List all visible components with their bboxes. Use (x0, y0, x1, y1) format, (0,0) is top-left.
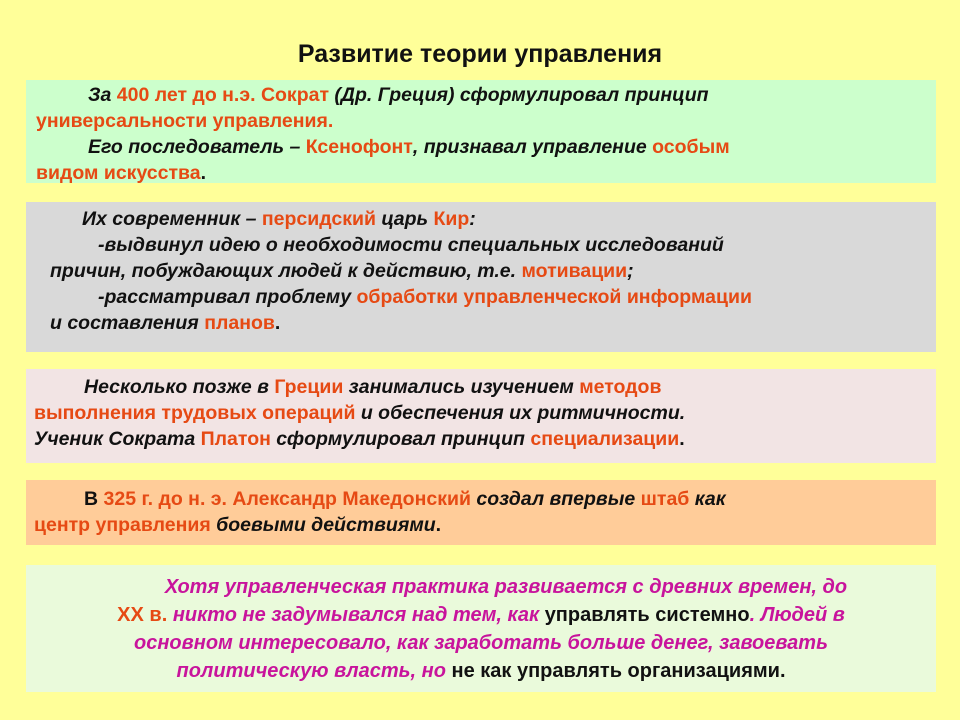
highlight-control-center: центр управления (34, 514, 211, 536)
highlight-socrates: 400 лет до н.э. Сократ (116, 84, 330, 106)
cyrus-block (26, 202, 936, 352)
highlight-art: видом искусства (36, 162, 201, 184)
text-segment: создал впервые (470, 488, 641, 510)
highlight-xenophon: Ксенофонт (305, 136, 413, 158)
text-segment: Его последователь – (88, 136, 306, 158)
alexander-line-1 (34, 486, 936, 512)
text-segment: как (689, 488, 726, 510)
highlight-methods: методов (579, 376, 662, 398)
text-segment: , признавал управление (412, 136, 653, 158)
socrates-block (26, 80, 936, 183)
highlight-specialization: специализации (530, 428, 680, 450)
text-segment: никто не задумывался над тем, как (167, 604, 545, 626)
text-segment: -рассматривал проблему (98, 286, 357, 308)
highlight-20th-century: XX в. (117, 604, 168, 626)
text-segment: Ученик Сократа (34, 428, 201, 450)
text-segment: . (779, 660, 786, 682)
highlight-plato: Платон (200, 428, 271, 450)
highlight-cyrus: Кир (433, 208, 470, 230)
highlight-plans: планов (204, 312, 275, 334)
text-segment: За (88, 84, 117, 106)
text-segment: . (200, 162, 207, 184)
highlight-information: обработки управленческой информации (356, 286, 752, 308)
socrates-line-3 (36, 134, 936, 160)
highlight-motivation: мотивации (521, 260, 628, 282)
plato-line-3 (34, 426, 936, 452)
text-segment: политическую власть, но (176, 660, 452, 682)
highlight-universality: универсальности управления. (36, 110, 334, 132)
socrates-line-4 (36, 160, 936, 186)
highlight-special: особым (652, 136, 730, 158)
text-segment: и составления (50, 312, 205, 334)
highlight-staff: штаб (640, 488, 690, 510)
text-segment: царь (375, 208, 434, 230)
text-segment: ; (627, 260, 634, 282)
text-segment: . (679, 428, 685, 450)
text-segment: . (435, 514, 442, 536)
socrates-line-2 (36, 108, 936, 134)
text-segment: В (84, 488, 104, 510)
text-segment: причин, побуждающих людей к действию, т.е. (50, 260, 522, 282)
plato-line-1 (34, 374, 936, 400)
cyrus-line-1 (50, 206, 936, 232)
text-segment: Их современник – (82, 208, 262, 230)
plato-block (26, 369, 936, 463)
highlight-organizations: не как управлять организациями (451, 660, 780, 682)
page-title: Развитие теории управления (297, 40, 663, 68)
highlight-operations: выполнения трудовых операций (34, 402, 356, 424)
summary-line-1: Хотя управленческая практика развивается с древних времен, до (164, 576, 848, 598)
summary-line-2 (26, 601, 936, 629)
alexander-block (26, 480, 936, 545)
text-segment: : (469, 208, 476, 230)
highlight-alexander: 325 г. до н. э. Александр Македонский (103, 488, 471, 510)
summary-line-4 (26, 657, 936, 685)
text-segment: . Людей в (749, 604, 845, 626)
highlight-greece: Греции (274, 376, 344, 398)
alexander-line-2 (34, 512, 936, 538)
text-segment: боевыми действиями (210, 514, 436, 536)
text-segment: и обеспечения их ритмичности. (355, 402, 686, 424)
highlight-persian: персидский (261, 208, 376, 230)
plato-line-2 (34, 400, 936, 426)
text-segment: Несколько позже в (84, 376, 275, 398)
text-segment: (Др. Греция) сформулировал принцип (329, 84, 709, 106)
text-segment: сформулировал принцип (270, 428, 531, 450)
text-segment: . (274, 312, 281, 334)
summary-line-3: основном интересовало, как заработать больше денег, завоевать (134, 632, 828, 654)
cyrus-line-2: -выдвинул идею о необходимости специальных исследований (98, 234, 724, 256)
cyrus-line-5 (50, 310, 936, 336)
highlight-systemic: управлять системно (544, 604, 750, 626)
cyrus-line-4 (50, 284, 936, 310)
socrates-line-1 (36, 82, 936, 108)
summary-block (26, 565, 936, 692)
text-segment: занимались изучением (343, 376, 580, 398)
cyrus-line-3 (50, 258, 936, 284)
